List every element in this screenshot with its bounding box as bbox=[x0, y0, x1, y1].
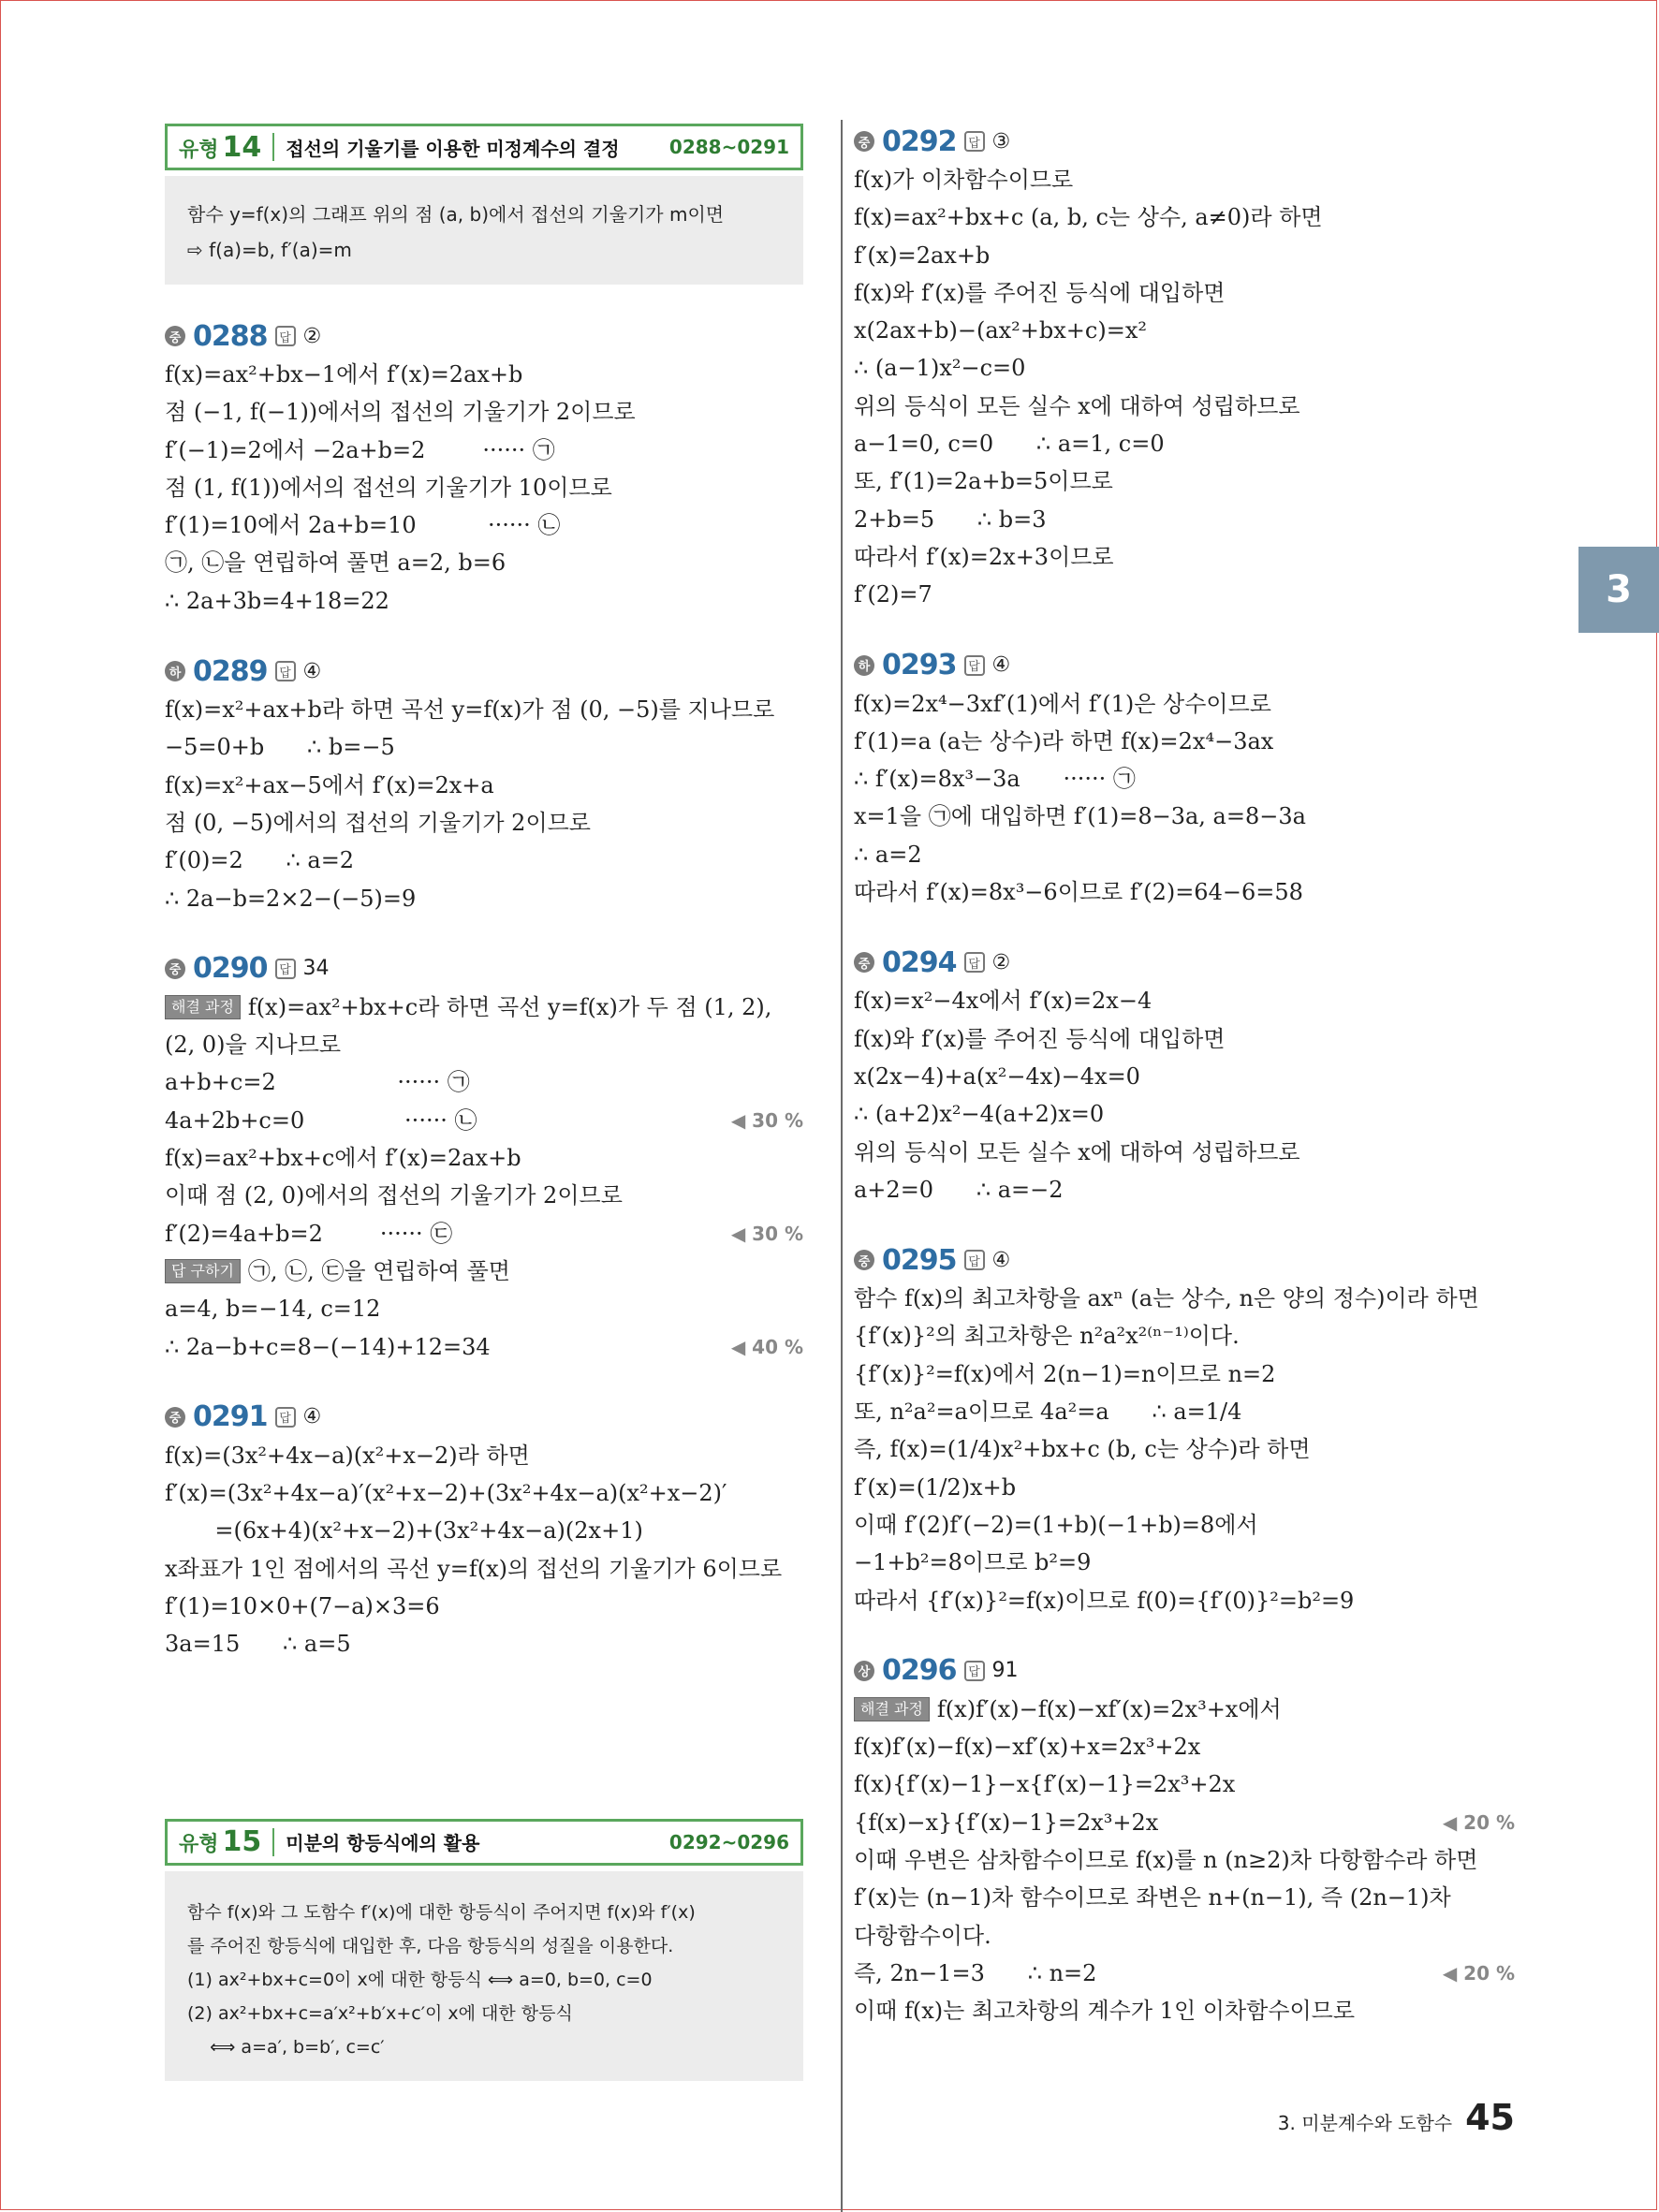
problem-header bbox=[854, 122, 1515, 161]
page-number: 45 bbox=[1465, 2097, 1515, 2138]
solution-line bbox=[854, 1917, 1515, 1955]
answer-tag: 답 bbox=[275, 661, 296, 681]
solution-text: ∴ 2a−b=2×2−(−5)=9 bbox=[165, 885, 417, 912]
solution-lines bbox=[165, 989, 803, 1366]
solution-line bbox=[165, 1063, 803, 1101]
solution-line bbox=[165, 356, 803, 393]
step-tag: 답 구하기 bbox=[165, 1259, 241, 1283]
solution-line bbox=[854, 836, 1515, 873]
solution-text: 또, n²a²=a이므로 4a²=a ∴ a=1/4 bbox=[854, 1399, 1242, 1426]
answer-value: 91 bbox=[991, 1659, 1019, 1683]
problem-header bbox=[165, 1398, 803, 1437]
type-15-note bbox=[165, 1871, 803, 2081]
solution-line bbox=[854, 462, 1515, 500]
solution-lines bbox=[854, 1691, 1515, 2030]
solution-line bbox=[165, 544, 803, 581]
solution-text: f′(x)는 (n−1)차 함수이므로 좌변은 n+(n−1), 즉 (2n−1)차 bbox=[854, 1884, 1451, 1912]
solution-text: ∴ (a−1)x²−c=0 bbox=[854, 355, 1026, 382]
solution-text: =(6x+4)(x²+x−2)+(3x²+4x−a)(2x+1) bbox=[165, 1517, 643, 1545]
solution-text: f(x)와 f′(x)를 주어진 등식에 대입하면 bbox=[854, 279, 1226, 306]
problem-0295 bbox=[854, 1240, 1515, 1619]
answer-tag: 답 bbox=[964, 1661, 985, 1681]
solution-line bbox=[854, 798, 1515, 835]
answer-value: ③ bbox=[991, 129, 1011, 154]
solution-text: x=1을 ㉠에 대입하면 f′(1)=8−3a, a=8−3a bbox=[854, 803, 1306, 830]
solution-text: f(x)=2x⁴−3xf′(1)에서 f′(1)은 상수이므로 bbox=[854, 690, 1271, 717]
type-range: 0288~0291 bbox=[668, 136, 789, 158]
step-tag: 해결 과정 bbox=[165, 995, 241, 1019]
problem-header bbox=[854, 646, 1515, 685]
answer-value: ④ bbox=[302, 659, 322, 683]
solution-text: ∴ f′(x)=8x³−3a ······ ㉠ bbox=[854, 766, 1136, 793]
solution-line bbox=[854, 1280, 1515, 1317]
solution-text: f(x)=x²+ax−5에서 f′(x)=2x+a bbox=[165, 771, 494, 798]
left-column bbox=[165, 124, 803, 2081]
score-percent: ◀ 20 % bbox=[1442, 1810, 1515, 1834]
solution-text: f′(0)=2 ∴ a=2 bbox=[165, 847, 355, 874]
difficulty-badge: 중 bbox=[854, 952, 874, 973]
solution-line bbox=[165, 506, 803, 544]
difficulty-badge: 하 bbox=[854, 655, 874, 676]
solution-line bbox=[854, 1134, 1515, 1171]
answer-tag: 답 bbox=[275, 959, 296, 979]
note-line: (2) ax²+bx+c=a′x²+b′x+c′이 x에 대한 항등식 bbox=[187, 2002, 573, 2024]
solution-text: f(x){f′(x)−1}−x{f′(x)−1}=2x³+2x bbox=[854, 1771, 1236, 1798]
solution-line bbox=[165, 728, 803, 766]
right-column bbox=[854, 122, 1515, 2061]
solution-text: ㉠, ㉡, ㉢을 연립하여 풀면 bbox=[247, 1257, 510, 1284]
step-tag: 해결 과정 bbox=[854, 1697, 930, 1721]
type-15-header bbox=[165, 1819, 803, 1866]
difficulty-badge: 중 bbox=[165, 1407, 185, 1428]
solution-text: f(x)=ax²+bx+c (a, b, c는 상수, a≠0)라 하면 bbox=[854, 204, 1323, 231]
solution-text: f(x)=ax²+bx+c에서 f′(x)=2ax+b bbox=[165, 1145, 521, 1172]
right-problem-list bbox=[854, 122, 1515, 2029]
answer-tag: 답 bbox=[964, 952, 985, 973]
difficulty-badge: 중 bbox=[165, 959, 185, 979]
difficulty-badge: 중 bbox=[165, 326, 185, 346]
solution-text: 이때 점 (2, 0)에서의 접선의 기울기가 2이므로 bbox=[165, 1182, 623, 1209]
note-line: 함수 y=f(x)의 그래프 위의 점 (a, b)에서 접선의 기울기가 m이면 bbox=[187, 203, 725, 226]
solution-text: f′(2)=4a+b=2 ······ ㉢ bbox=[165, 1220, 453, 1247]
solution-line bbox=[854, 1506, 1515, 1544]
type-14-label bbox=[168, 131, 269, 164]
type-title: 미분의 항등식에의 활용 bbox=[286, 1832, 480, 1855]
answer-value: ④ bbox=[991, 1248, 1011, 1272]
solution-text: x(2x−4)+a(x²−4x)−4x=0 bbox=[854, 1062, 1140, 1090]
answer-tag: 답 bbox=[964, 1250, 985, 1270]
footer-chapter: 3. 미분계수와 도함수 bbox=[1277, 2112, 1453, 2134]
solution-line bbox=[854, 388, 1515, 425]
type-title: 접선의 기울기를 이용한 미정계수의 결정 bbox=[286, 137, 620, 160]
solution-lines bbox=[854, 1280, 1515, 1619]
solution-line bbox=[165, 1139, 803, 1177]
solution-text: f(x)가 이차함수이므로 bbox=[854, 167, 1074, 193]
solution-line bbox=[165, 432, 803, 469]
solution-line bbox=[165, 393, 803, 431]
solution-text: 이때 f(x)는 최고차항의 계수가 1인 이차함수이므로 bbox=[854, 1998, 1356, 2025]
problem-header bbox=[854, 943, 1515, 982]
solution-text: −5=0+b ∴ b=−5 bbox=[165, 734, 395, 761]
solution-text: 점 (1, f(1))에서의 접선의 기울기가 10이므로 bbox=[165, 474, 612, 501]
solution-text: f′(−1)=2에서 −2a+b=2 ······ ㉠ bbox=[165, 436, 555, 463]
answer-value: ④ bbox=[302, 1405, 322, 1429]
solution-text: 즉, 2n−1=3 ∴ n=2 bbox=[854, 1959, 1097, 1986]
solution-text: f′(2)=7 bbox=[854, 581, 932, 608]
solution-text: {f(x)−x}{f′(x)−1}=2x³+2x bbox=[854, 1809, 1159, 1836]
solution-text: f′(1)=10×0+(7−a)×3=6 bbox=[165, 1593, 440, 1620]
solution-text: f(x)=ax²+bx−1에서 f′(x)=2ax+b bbox=[165, 361, 523, 388]
solution-line bbox=[165, 1588, 803, 1625]
solution-line bbox=[165, 582, 803, 620]
solution-text: 위의 등식이 모든 실수 x에 대하여 성립하므로 bbox=[854, 392, 1300, 419]
problem-header bbox=[165, 949, 803, 989]
solution-line bbox=[854, 1804, 1515, 1841]
solution-text: 따라서 f′(x)=2x+3이므로 bbox=[854, 543, 1114, 570]
solution-text: 이때 f′(2)f′(−2)=(1+b)(−1+b)=8에서 bbox=[854, 1511, 1258, 1538]
type-14-box bbox=[165, 124, 803, 285]
solution-text: f(x)와 f′(x)를 주어진 등식에 대입하면 bbox=[854, 1025, 1226, 1052]
solution-text: f(x)f′(x)−f(x)−xf′(x)+x=2x³+2x bbox=[854, 1734, 1201, 1761]
answer-tag: 답 bbox=[964, 131, 985, 152]
solution-text: 즉, f(x)=(1/4)x²+bx+c (b, c는 상수)라 하면 bbox=[854, 1436, 1311, 1463]
solution-line bbox=[165, 842, 803, 879]
note-line: ⇨ f(a)=b, f′(a)=m bbox=[187, 239, 352, 261]
solution-text: x(2ax+b)−(ax²+bx+c)=x² bbox=[854, 317, 1147, 344]
solution-text: 4a+2b+c=0 ······ ㉡ bbox=[165, 1106, 477, 1134]
solution-text: 점 (−1, f(−1))에서의 접선의 기울기가 2이므로 bbox=[165, 399, 636, 426]
problem-header bbox=[854, 1651, 1515, 1691]
solution-text: ㉠, ㉡을 연립하여 풀면 a=2, b=6 bbox=[165, 549, 507, 577]
solution-line bbox=[854, 1544, 1515, 1581]
solution-text: 이때 우변은 삼차함수이므로 f(x)를 n (n≥2)차 다항함수라 하면 bbox=[854, 1846, 1478, 1873]
solution-line bbox=[854, 1728, 1515, 1765]
solution-line bbox=[854, 1879, 1515, 1916]
answer-value: 34 bbox=[302, 957, 330, 981]
solution-line bbox=[165, 1474, 803, 1512]
solution-line bbox=[165, 804, 803, 842]
solution-text: 점 (0, −5)에서의 접선의 기울기가 2이므로 bbox=[165, 809, 591, 836]
solution-line bbox=[165, 1177, 803, 1214]
solution-line bbox=[165, 1328, 803, 1366]
solution-lines bbox=[854, 161, 1515, 614]
solution-line bbox=[854, 1691, 1515, 1728]
problem-number: 0291 bbox=[193, 1400, 268, 1434]
problem-number: 0294 bbox=[882, 945, 957, 979]
solution-lines bbox=[854, 685, 1515, 912]
solution-line bbox=[165, 880, 803, 917]
page-footer bbox=[1278, 2097, 1515, 2138]
solution-line bbox=[165, 1437, 803, 1474]
type-15-label bbox=[168, 1825, 269, 1858]
solution-line bbox=[165, 1512, 803, 1549]
solution-text: −1+b²=8이므로 b²=9 bbox=[854, 1549, 1092, 1576]
answer-tag: 답 bbox=[275, 1407, 296, 1428]
problem-0289 bbox=[165, 652, 803, 917]
solution-line bbox=[854, 349, 1515, 387]
column-divider bbox=[841, 120, 843, 2212]
solution-text: a+b+c=2 ······ ㉠ bbox=[165, 1069, 470, 1096]
type-number: 14 bbox=[222, 130, 262, 164]
solution-text: {f′(x)}²=f(x)에서 2(n−1)=n이므로 n=2 bbox=[854, 1360, 1276, 1387]
solution-text: a=4, b=−14, c=12 bbox=[165, 1296, 381, 1323]
solution-line bbox=[854, 1171, 1515, 1209]
solution-text: 따라서 f′(x)=8x³−6이므로 f′(2)=64−6=58 bbox=[854, 879, 1303, 906]
solution-text: 위의 등식이 모든 실수 x에 대하여 성립하므로 bbox=[854, 1138, 1300, 1165]
solution-line bbox=[854, 1955, 1515, 1992]
type-range: 0292~0296 bbox=[668, 1830, 789, 1853]
problem-0293 bbox=[854, 646, 1515, 912]
solution-text: 3a=15 ∴ a=5 bbox=[165, 1631, 351, 1658]
solution-text: f(x)f′(x)−f(x)−xf′(x)=2x³+x에서 bbox=[936, 1695, 1282, 1722]
solution-line bbox=[165, 469, 803, 506]
solution-line bbox=[854, 161, 1515, 198]
problem-0296 bbox=[854, 1651, 1515, 2030]
solution-line bbox=[165, 1102, 803, 1139]
solution-line bbox=[165, 1290, 803, 1327]
solution-text: x좌표가 1인 점에서의 곡선 y=f(x)의 접선의 기울기가 6이므로 bbox=[165, 1555, 783, 1582]
solution-text: ∴ a=2 bbox=[854, 841, 922, 868]
note-line: ⟺ a=a′, b=b′, c=c′ bbox=[187, 2036, 385, 2058]
problem-number: 0295 bbox=[882, 1243, 957, 1277]
solution-line bbox=[165, 1215, 803, 1252]
solution-text: ∴ 2a−b+c=8−(−14)+12=34 bbox=[165, 1333, 491, 1360]
solution-text: {f′(x)}²의 최고차항은 n²a²x²⁽ⁿ⁻¹⁾이다. bbox=[854, 1323, 1240, 1350]
problem-0294 bbox=[854, 943, 1515, 1209]
problem-0290 bbox=[165, 949, 803, 1366]
solution-text: 따라서 {f′(x)}²=f(x)이므로 f(0)={f′(0)}²=b²=9 bbox=[854, 1587, 1355, 1614]
solution-text: a−1=0, c=0 ∴ a=1, c=0 bbox=[854, 431, 1165, 458]
solution-lines bbox=[165, 1437, 803, 1663]
solution-line bbox=[165, 691, 803, 728]
solution-line bbox=[854, 982, 1515, 1019]
solution-text: a+2=0 ∴ a=−2 bbox=[854, 1176, 1064, 1203]
solution-text: 또, f′(1)=2a+b=5이므로 bbox=[854, 468, 1113, 495]
solution-text: ∴ (a+2)x²−4(a+2)x=0 bbox=[854, 1101, 1105, 1128]
solution-line bbox=[854, 1355, 1515, 1393]
solution-text: f′(x)=(1/2)x+b bbox=[854, 1473, 1017, 1501]
answer-value: ④ bbox=[991, 653, 1011, 678]
solution-line bbox=[854, 1582, 1515, 1619]
note-line: 를 주어진 항등식에 대입한 후, 다음 항등식의 성질을 이용한다. bbox=[187, 1935, 674, 1956]
problem-0288 bbox=[165, 316, 803, 620]
problem-number: 0296 bbox=[882, 1654, 957, 1688]
note-line: (1) ax²+bx+c=0이 x에 대한 항등식 ⟺ a=0, b=0, c=0 bbox=[187, 1969, 653, 1990]
difficulty-badge: 하 bbox=[165, 661, 185, 681]
solution-text: f(x)=ax²+bx+c라 하면 곡선 y=f(x)가 두 점 (1, 2), bbox=[247, 993, 772, 1020]
answer-tag: 답 bbox=[275, 326, 296, 346]
solution-line bbox=[854, 760, 1515, 798]
type-14-note bbox=[165, 176, 803, 285]
solution-lines bbox=[165, 691, 803, 917]
solution-line bbox=[165, 1026, 803, 1063]
solution-line bbox=[854, 1095, 1515, 1133]
solution-line bbox=[854, 1992, 1515, 2029]
solution-line bbox=[854, 685, 1515, 723]
solution-line bbox=[854, 274, 1515, 312]
type-separator bbox=[272, 1828, 274, 1856]
score-percent: ◀ 30 % bbox=[730, 1108, 803, 1132]
solution-text: f(x)=x²−4x에서 f′(x)=2x−4 bbox=[854, 988, 1152, 1015]
solution-line bbox=[854, 1765, 1515, 1803]
solution-line bbox=[165, 1252, 803, 1290]
solution-text: f′(x)=(3x²+4x−a)′(x²+x−2)+(3x²+4x−a)(x²+x−2)′ bbox=[165, 1480, 727, 1507]
chapter-side-tab: 3 bbox=[1578, 547, 1659, 633]
solution-line bbox=[854, 1058, 1515, 1095]
solution-text: ∴ 2a+3b=4+18=22 bbox=[165, 587, 389, 614]
type-15-box bbox=[165, 1819, 803, 2081]
solution-line bbox=[854, 1020, 1515, 1058]
solution-line bbox=[854, 873, 1515, 911]
solution-line bbox=[854, 723, 1515, 760]
solution-line bbox=[854, 1430, 1515, 1468]
problem-0291 bbox=[165, 1398, 803, 1663]
solution-text: f′(1)=10에서 2a+b=10 ······ ㉡ bbox=[165, 512, 561, 539]
difficulty-badge: 상 bbox=[854, 1661, 874, 1681]
problem-number: 0292 bbox=[882, 125, 957, 158]
solution-text: (2, 0)을 지나므로 bbox=[165, 1032, 342, 1059]
note-line: 함수 f(x)와 그 도함수 f′(x)에 대한 항등식이 주어지면 f(x)와 f′(x) bbox=[187, 1901, 696, 1923]
solution-line bbox=[165, 989, 803, 1026]
problem-header bbox=[854, 1240, 1515, 1280]
answer-value: ② bbox=[991, 950, 1011, 974]
score-percent: ◀ 40 % bbox=[730, 1335, 803, 1358]
problem-header bbox=[165, 316, 803, 356]
solution-text: f′(1)=a (a는 상수)라 하면 f(x)=2x⁴−3ax bbox=[854, 727, 1274, 754]
problem-number: 0290 bbox=[193, 952, 268, 986]
difficulty-badge: 중 bbox=[854, 131, 874, 152]
solution-line bbox=[854, 1469, 1515, 1506]
score-percent: ◀ 20 % bbox=[1442, 1961, 1515, 1985]
problem-number: 0293 bbox=[882, 649, 957, 682]
answer-value: ② bbox=[302, 324, 322, 348]
solution-line bbox=[165, 767, 803, 804]
problem-header bbox=[165, 652, 803, 691]
left-problem-list bbox=[165, 316, 803, 1663]
score-percent: ◀ 30 % bbox=[730, 1222, 803, 1245]
type-separator bbox=[272, 133, 274, 161]
solution-line bbox=[165, 1625, 803, 1663]
solution-line bbox=[854, 237, 1515, 274]
solution-line bbox=[854, 312, 1515, 349]
type-14-header bbox=[165, 124, 803, 170]
solution-lines bbox=[165, 356, 803, 620]
solution-line bbox=[854, 1393, 1515, 1430]
solution-text: 2+b=5 ∴ b=3 bbox=[854, 505, 1047, 533]
type-word: 유형 bbox=[179, 1833, 219, 1857]
type-number: 15 bbox=[222, 1825, 262, 1859]
problem-0292 bbox=[854, 122, 1515, 614]
type-word: 유형 bbox=[179, 138, 219, 162]
answer-tag: 답 bbox=[964, 655, 985, 676]
problem-number: 0288 bbox=[193, 319, 268, 353]
solution-line bbox=[854, 1841, 1515, 1879]
solution-line bbox=[165, 1550, 803, 1588]
solution-text: f(x)=x²+ax+b라 하면 곡선 y=f(x)가 점 (0, −5)를 지나므로 bbox=[165, 696, 775, 724]
solution-lines bbox=[854, 982, 1515, 1209]
solution-text: 다항함수이다. bbox=[854, 1922, 991, 1949]
solution-line bbox=[854, 576, 1515, 613]
solution-text: f′(x)=2ax+b bbox=[854, 242, 991, 269]
solution-line bbox=[854, 501, 1515, 538]
solution-text: 함수 f(x)의 최고차항을 axⁿ (a는 상수, n은 양의 정수)이라 하면 bbox=[854, 1285, 1479, 1312]
solution-line bbox=[854, 425, 1515, 462]
problem-number: 0289 bbox=[193, 654, 268, 688]
solution-line bbox=[854, 198, 1515, 236]
solution-text: f(x)=(3x²+4x−a)(x²+x−2)라 하면 bbox=[165, 1442, 530, 1469]
solution-line bbox=[854, 538, 1515, 576]
solution-line bbox=[854, 1317, 1515, 1355]
difficulty-badge: 중 bbox=[854, 1250, 874, 1270]
